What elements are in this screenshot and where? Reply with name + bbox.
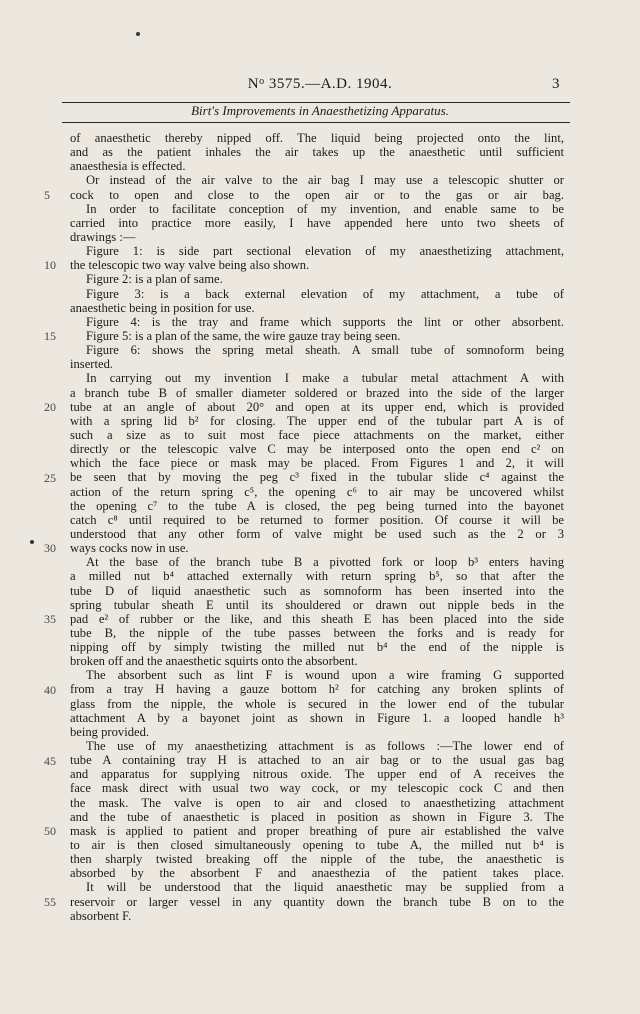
text-line: Figure 5: is a plan of the same, the wire gauze tray being seen. (86, 328, 401, 343)
text-line: a branch tube B of smaller diameter soldered or brazed into the side of the larger (70, 385, 564, 400)
text-line: Figure 1: is side part sectional elevation of my anaesthetizing attachment, (86, 244, 564, 259)
text-line: to air is then closed simultaneously opening to tube A, the milled nut b⁴ is (70, 838, 564, 853)
margin-line-number: 50 (44, 824, 56, 839)
text-line: which the face piece or mask may be placed. From Figures 1 and 2, it will (70, 456, 564, 471)
text-line: absorbent F. (70, 908, 132, 923)
patent-header (0, 76, 640, 93)
text-line: Or instead of the air valve to the air bag I may use a telescopic shutter or (86, 173, 564, 188)
text-line: anaesthetic being in position for use. (70, 300, 255, 315)
text-line: and as the patient inhales the air takes up the anaesthetic until sufficient (70, 145, 564, 160)
margin-line-number: 45 (44, 753, 56, 768)
text-line: Figure 6: shows the spring metal sheath. A small tube of somnoform being (86, 343, 564, 358)
text-line: Figure 2: is a plan of same. (86, 272, 223, 287)
text-line: spring tubular sheath E until its shouldered or drawn out nipple beds in the (70, 597, 564, 612)
margin-line-number: 35 (44, 612, 56, 627)
margin-line-number: 30 (44, 541, 56, 556)
text-line: reservoir or larger vessel in any quantity down the branch tube B on to the (70, 894, 564, 909)
margin-line-number: 55 (44, 895, 56, 910)
body-text (70, 131, 564, 923)
margin-line-number: 5 (44, 187, 50, 202)
text-line: be seen that by moving the peg c³ fixed in the tubular slide c⁴ against the (70, 470, 564, 485)
text-line: then sharply twisted breaking off the nipple of the tube, the anaesthetic is (70, 852, 564, 867)
margin-line-number: 40 (44, 682, 56, 697)
text-line: In order to facilitate conception of my invention, and enable same to be (86, 201, 564, 216)
text-line: The use of my anaesthetizing attachment is as follows :—The lower end of (86, 739, 564, 754)
text-line: tube A containing tray H is attached to an air bag or to the usual gas bag (70, 753, 564, 768)
text-line: the mask. The valve is open to air and closed to anaesthetizing attachment (70, 795, 564, 810)
text-line: and apparatus for supplying nitrous oxide. The upper end of A receives the (70, 767, 564, 782)
text-line: glass from the nipple, the whole is secured in the lower end of the tubular (70, 696, 564, 711)
page-mark-dot-margin (30, 540, 34, 544)
text-line: Figure 4: is the tray and frame which supports the lint or other absorbent. (86, 314, 564, 329)
text-line: a milled nut b⁴ attached externally with return spring b⁵, so that after the (70, 569, 564, 584)
text-line: attachment A by a bayonet joint as shown in Figure 1. a looped handle h³ (70, 710, 564, 725)
text-line: action of the return spring c⁵, the opening c⁶ to air may be uncovered whilst (70, 484, 564, 499)
text-line: tube B, the nipple of the tube passes between the forks and is ready for (70, 625, 564, 640)
patent-number-rest: 3575.—A.D. 1904. (264, 76, 393, 92)
text-line: directly or the telescopic valve C may be interposed onto the open end c² on (70, 442, 564, 457)
text-line: the telescopic two way valve being also shown. (70, 258, 310, 273)
text-line: mask is applied to patient and proper breathing of pure air established the valve (70, 823, 564, 838)
margin-line-number: 25 (44, 470, 56, 485)
text-line: nipping off by simply twisting the milled nut b⁴ the end of the nipple is (70, 640, 564, 655)
text-line: drawings :— (70, 229, 136, 244)
text-line: from a tray H having a gauze bottom h² for catching any broken splints of (70, 682, 564, 697)
patent-number-prefix: N (247, 76, 260, 92)
text-line: The absorbent such as lint F is wound upon a wire framing G supported (86, 668, 564, 683)
header-rule-bottom (62, 122, 570, 123)
text-line: broken off and the anaesthetic squirts onto the absorbent. (70, 654, 358, 669)
text-line: It will be understood that the liquid anaesthetic may be supplied from a (86, 880, 564, 895)
text-line: catch c⁸ until required to be returned to former position. Of course it will be (70, 512, 564, 527)
patent-number-sup: o (259, 76, 265, 87)
text-line: such a size as to suit most face piece attachments on the market, either (70, 427, 564, 442)
text-line: tube at an angle of about 20° and open at its upper end, which is provided (70, 399, 564, 414)
text-line: Figure 3: is a back external elevation of my attachment, a tube of (86, 286, 564, 301)
margin-line-number: 10 (44, 258, 56, 273)
text-line: In carrying out my invention I make a tubular metal attachment A with (86, 371, 564, 386)
margin-line-number: 20 (44, 399, 56, 414)
margin-line-number: 15 (44, 329, 56, 344)
text-line: ways cocks now in use. (70, 541, 189, 556)
page-mark-dot (136, 32, 140, 36)
page-number: 3 (552, 76, 560, 92)
page-subtitle: Birt's Improvements in Anaesthetizing Apparatus. (191, 103, 449, 118)
text-line: carried into practice more easily, I have appended here unto two sheets of (70, 215, 564, 230)
text-line: face mask direct with usual two way cock, or my telescopic cock C and then (70, 781, 564, 796)
text-line: tube D of liquid anaesthetic such as somnoform has been inserted into the (70, 583, 564, 598)
text-line: and the tube of anaesthetic is placed in position as shown in Figure 3. The (70, 809, 564, 824)
text-line: inserted. (70, 357, 114, 372)
text-line: the opening c⁷ to the tube A is closed, the peg being turned into the bayonet (70, 498, 564, 513)
text-line: with a spring lid b² for closing. The upper end of the tubular part A is of (70, 413, 564, 428)
text-line: of anaesthetic thereby nipped off. The liquid being projected onto the lint, (70, 131, 564, 145)
text-line: absorbed by the absorbent F and anaesthezia of the patient takes place. (70, 866, 564, 881)
text-line: cock to open and close to the open air or to the gas or air bag. (70, 187, 564, 202)
text-line: being provided. (70, 724, 150, 739)
text-line: At the base of the branch tube B a pivotted fork or loop b³ enters having (86, 555, 564, 570)
text-line: understood that any other form of valve might be used such as the 2 or 3 (70, 526, 564, 541)
text-line: pad e² of rubber or the like, and this sheath E has been placed into the side (70, 611, 564, 626)
text-line: anaesthesia is effected. (70, 159, 186, 174)
